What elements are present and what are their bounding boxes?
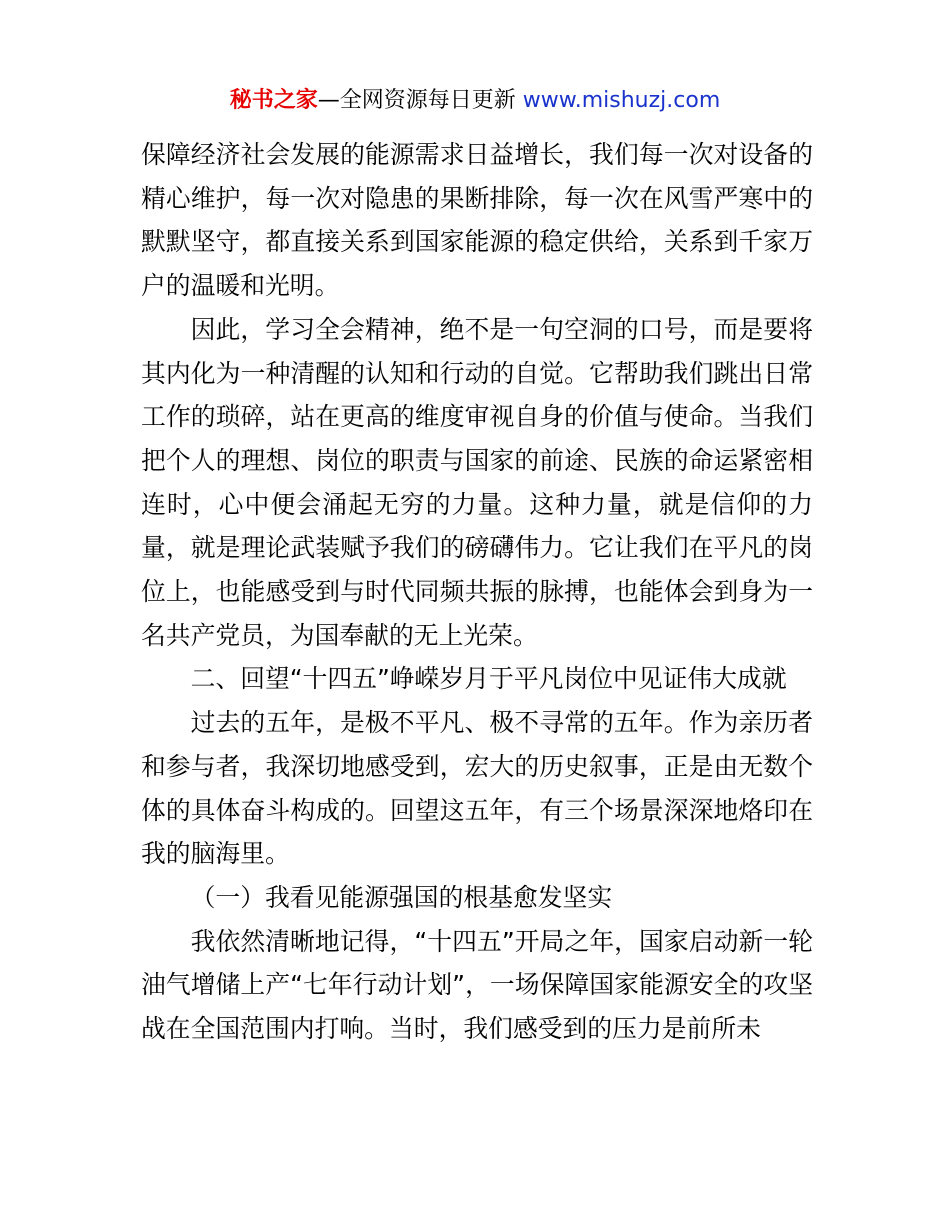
page-header	[0, 86, 950, 116]
paragraph: 因此，学习全会精神，绝不是一句空洞的口号，而是要将其内化为一种清醒的认知和行动的自觉。它帮助我们跳出日常工作的琐碎，站在更高的维度审视自身的价值与使命。当我们把个人的理想、岗位的职责与国家的前途、民族的命运紧密相连时，心中便会涌起无穷的力量。这种力量，就是信仰的力量，就是理论武装赋予我们的磅礴伟力。它让我们在平凡的岗位上，也能感受到与时代同频共振的脉搏，也能体会到身为一名共产党员，为国奉献的无上光荣。	[141, 314, 813, 650]
header-url[interactable]: www.mishuzj.com	[522, 88, 721, 113]
brand-name: 秘书之家	[229, 88, 318, 113]
paragraph: 我依然清晰地记得，“十四五”开局之年，国家启动新一轮油气增储上产“七年行动计划”，一场保障国家能源安全的攻坚战在全国范围内打响。当时，我们感受到的压力是前所未	[141, 926, 813, 1044]
paragraph: 过去的五年，是极不平凡、极不寻常的五年。作为亲历者和参与者，我深切地感受到，宏大的历史叙事，正是由无数个体的具体奋斗构成的。回望这五年，有三个场景深深地烙印在我的脑海里。	[141, 708, 813, 869]
paragraph-continuation: 保障经济社会发展的能源需求日益增长，我们每一次对设备的精心维护，每一次对隐患的果断排除，每一次在风雪严寒中的默默坚守，都直接关系到国家能源的稳定供给，关系到千家万户的温暖和光明。	[141, 140, 813, 301]
document-body	[141, 133, 813, 1051]
subsection-heading: （一）我看见能源强国的根基愈发坚实	[190, 882, 613, 912]
header-slogan: —全网资源每日更新	[317, 88, 523, 113]
section-heading: 二、回望“十四五”峥嵘岁月于平凡岗位中见证伟大成就	[190, 664, 787, 694]
